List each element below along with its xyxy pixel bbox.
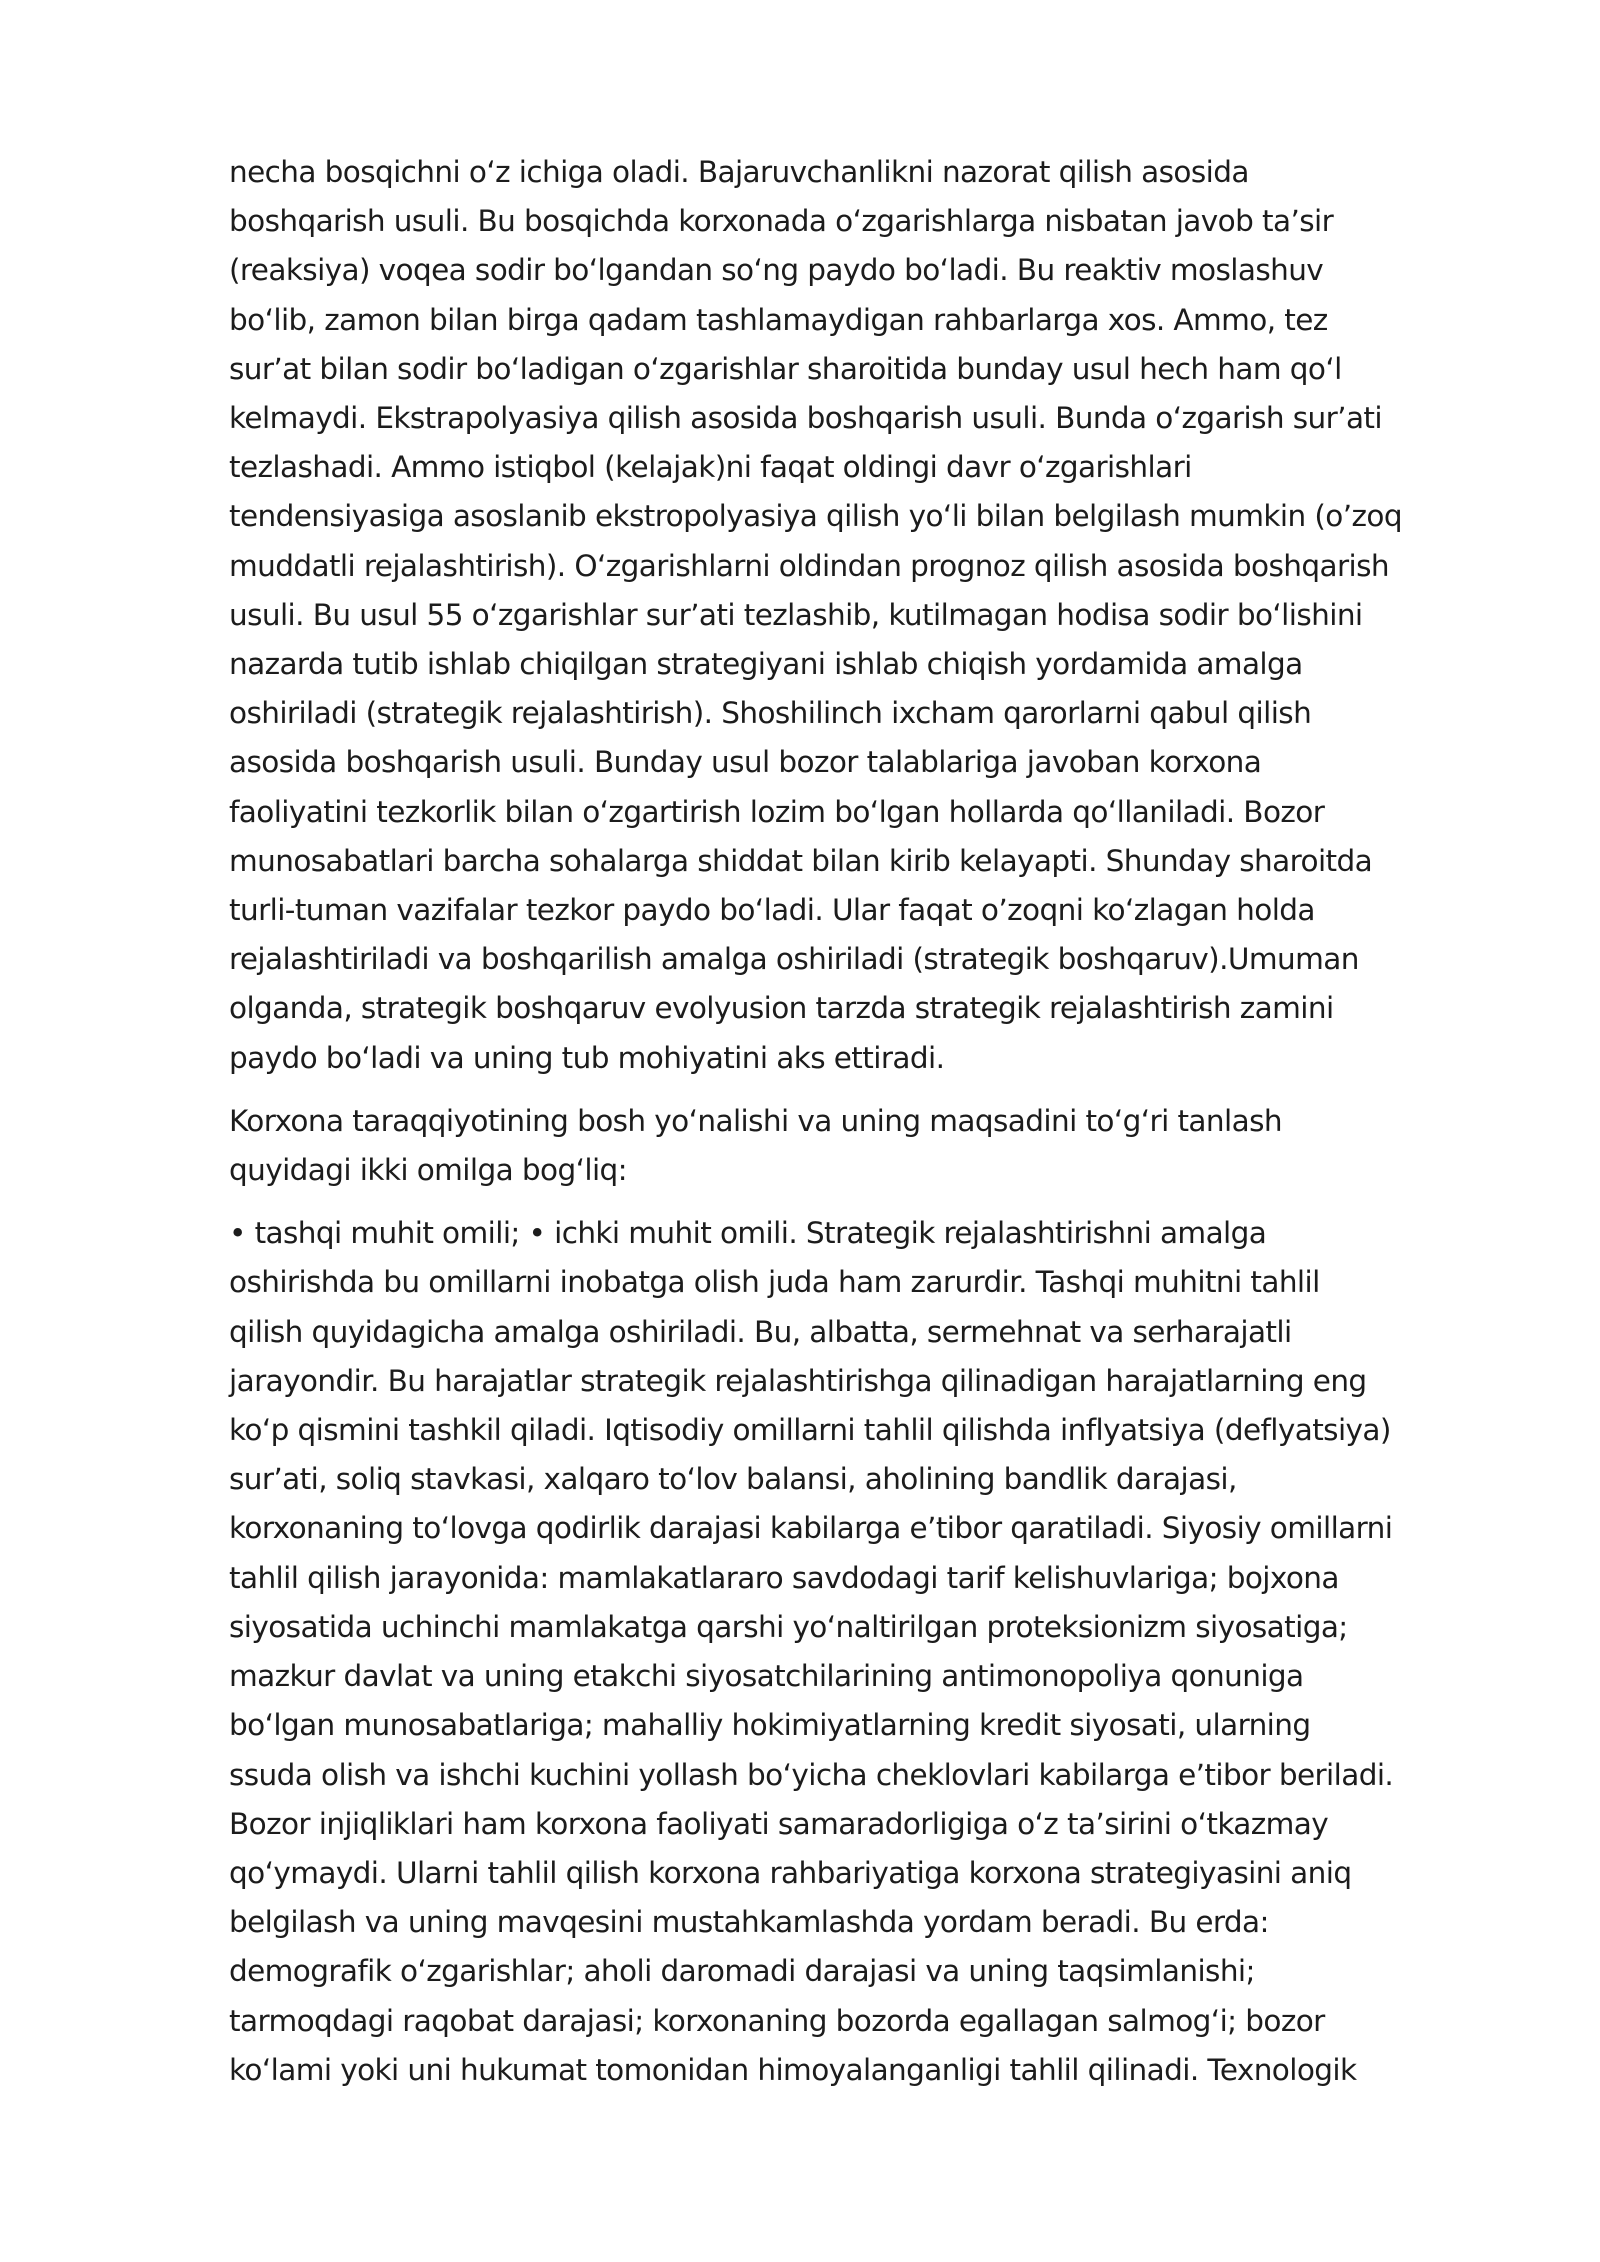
text-line: nazarda tutib ishlab chiqilgan strategiyani ishlab chiqish yordamida amalga [229, 647, 1303, 682]
text-line: belgilash va uning mavqesini mustahkamlashda yordam beradi. Bu erda: [229, 1905, 1269, 1940]
text-line: boʻlgan munosabatlariga; mahalliy hokimiyatlarning kredit siyosati, ularning [229, 1708, 1311, 1743]
text-line: olganda, strategik boshqaruv evolyusion tarzda strategik rejalashtirish zamini [229, 991, 1334, 1026]
text-line: • tashqi muhit omili; • ichki muhit omili. Strategik rejalashtirishni amalga [229, 1216, 1267, 1251]
text-line: munosabatlari barcha sohalarga shiddat bilan kirib kelayapti. Shunday sharoitda [229, 843, 1373, 878]
text-line: Bozor injiqliklari ham korxona faoliyati samaradorligiga oʻz taʼsirini oʻtkazmay [229, 1806, 1329, 1841]
text-line: koʻp qismini tashkil qiladi. Iqtisodiy omillarni tahlil qilishda inflyatsiya (deflyatsiya) [229, 1413, 1391, 1448]
text-line: jarayondir. Bu harajatlar strategik rejalashtirishga qilinadigan harajatlarning eng [229, 1363, 1367, 1398]
text-line: tezlashadi. Ammo istiqbol (kelajak)ni faqat oldingi davr oʻzgarishlari [229, 450, 1192, 485]
text-line: Korxona taraqqiyotining bosh yoʻnalishi va uning maqsadini toʻgʻri tanlash [229, 1103, 1282, 1138]
text-line: oshiriladi (strategik rejalashtirish). Shoshilinch ixcham qarorlarni qabul qilish [229, 696, 1312, 731]
text-line: faoliyatini tezkorlik bilan oʻzgartirish lozim boʻlgan hollarda qoʻllaniladi. Bozor [229, 794, 1325, 829]
text-line: turli-tuman vazifalar tezkor paydo boʻladi. Ular faqat oʼzoqni koʻzlagan holda [229, 893, 1315, 928]
document-body [229, 148, 1489, 2109]
text-line: surʼat bilan sodir boʻladigan oʻzgarishlar sharoitida bunday usul hech ham qoʻl [229, 351, 1342, 386]
text-line: tahlil qilish jarayonida: mamlakatlararo savdodagi tarif kelishuvlariga; bojxona [229, 1560, 1339, 1595]
text-line: boshqarish usuli. Bu bosqichda korxonada oʻzgarishlarga nisbatan javob taʼsir [229, 204, 1334, 239]
text-line: paydo boʻladi va uning tub mohiyatini aks ettiradi. [229, 1040, 945, 1075]
text-line: ssuda olish va ishchi kuchini yollash boʻyicha cheklovlari kabilarga eʼtibor beriladi. [229, 1757, 1394, 1792]
text-line: necha bosqichni oʻz ichiga oladi. Bajaruvchanlikni nazorat qilish asosida [229, 155, 1249, 189]
text-line: koʻlami yoki uni hukumat tomonidan himoyalanganligi tahlil qilinadi. Texnologik [229, 2052, 1357, 2087]
text-line: surʼati, soliq stavkasi, xalqaro toʻlov balansi, aholining bandlik darajasi, [229, 1462, 1237, 1497]
text-line: demografik oʻzgarishlar; aholi daromadi darajasi va uning taqsimlanishi; [229, 1954, 1255, 1989]
paragraph [229, 148, 1489, 1083]
text-line: oshirishda bu omillarni inobatga olish juda ham zarurdir. Tashqi muhitni tahlil [229, 1265, 1320, 1300]
text-line: quyidagi ikki omilga bogʻliq: [229, 1153, 628, 1188]
text-line: (reaksiya) voqea sodir boʻlgandan soʻng paydo boʻladi. Bu reaktiv moslashuv [229, 253, 1324, 288]
text-line: usuli. Bu usul 55 oʻzgarishlar surʼati tezlashib, kutilmagan hodisa sodir boʻlishini [229, 597, 1363, 632]
paragraph [229, 1097, 1489, 1195]
text-line: qilish quyidagicha amalga oshiriladi. Bu, albatta, sermehnat va serharajatli [229, 1314, 1292, 1349]
paragraph [229, 1209, 1489, 2095]
text-line: boʻlib, zamon bilan birga qadam tashlamaydigan rahbarlarga xos. Ammo, tez [229, 302, 1328, 337]
text-line: rejalashtiriladi va boshqarilish amalga oshiriladi (strategik boshqaruv).Umuman [229, 942, 1359, 977]
text-line: tarmoqdagi raqobat darajasi; korxonaning bozorda egallagan salmogʻi; bozor [229, 2003, 1325, 2038]
text-line: mazkur davlat va uning etakchi siyosatchilarining antimonopoliya qonuniga [229, 1659, 1304, 1694]
text-line: tendensiyasiga asoslanib ekstropolyasiya qilish yoʻli bilan belgilash mumkin (oʼzoq [229, 499, 1402, 534]
text-line: siyosatida uchinchi mamlakatga qarshi yoʻnaltirilgan proteksionizm siyosatiga; [229, 1609, 1348, 1644]
text-line: kelmaydi. Ekstrapolyasiya qilish asosida boshqarish usuli. Bunda oʻzgarish surʼati [229, 401, 1382, 436]
text-line: muddatli rejalashtirish). Oʻzgarishlarni oldindan prognoz qilish asosida boshqarish [229, 548, 1389, 583]
text-line: korxonaning toʻlovga qodirlik darajasi kabilarga eʼtibor qaratiladi. Siyosiy omillarni [229, 1511, 1393, 1546]
text-line: qoʻymaydi. Ularni tahlil qilish korxona rahbariyatiga korxona strategiyasini aniq [229, 1855, 1352, 1890]
text-line: asosida boshqarish usuli. Bunday usul bozor talablariga javoban korxona [229, 745, 1262, 780]
